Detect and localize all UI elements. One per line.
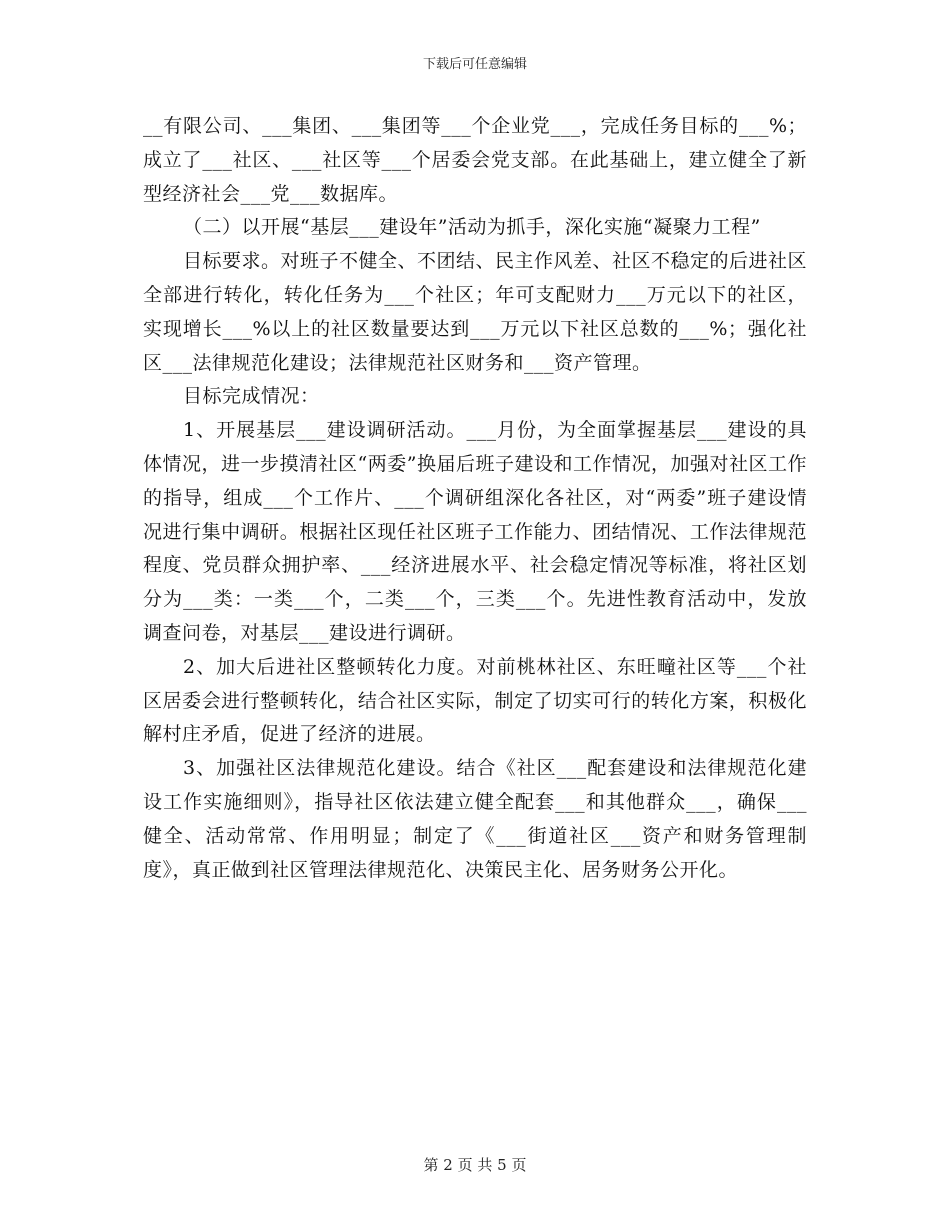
paragraph-item-3: 3、加强社区法律规范化建设。结合《社区___配套建设和法律规范化建设工作实施细则》，指导社区依法建立健全配套___和其他群众___，确保___健全、活动常常、作用明显；制定了《___街道社区___资产和财务管理制度》，真正做到社区管理法律规范化、决策民主化、居务财务公开化。 (143, 757, 807, 881)
page-header: 下载后可任意编辑 (422, 57, 527, 72)
section-heading: （二）以开展“基层___建设年”活动为抓手，深化实施“凝聚力工程” (183, 216, 761, 239)
paragraph-target-requirements: 目标要求。对班子不健全、不团结、民主作风差、社区不稳定的后进社区全部进行转化，转化任务为___个社区；年可支配财力___万元以下的社区，实现增长___%以上的社区数量要达到___万元以下社区总数的___%；强化社区___法律规范化建设；法律规范社区财务和___资产管理。 (143, 250, 808, 374)
paragraph-continuation: __有限公司、___集团、___集团等___个企业党___，完成任务目标的___%；成立了___社区、___社区等___个居委会党支部。在此基础上，建立健全了新型经济社会___党___数据库。 (143, 115, 807, 205)
page-number: 第 2 页 共 5 页 (423, 1156, 527, 1174)
paragraph-completion-heading: 目标完成情况： (183, 385, 320, 408)
paragraph-item-2: 2、加大后进社区整顿转化力度。对前桃林社区、东旺疃社区等___个社区居委会进行整顿转化，结合社区实际，制定了切实可行的转化方案，积极化解村庄矛盾，促进了经济的进展。 (143, 655, 807, 746)
paragraph-item-1: 1、开展基层___建设调研活动。___月份，为全面掌握基层___建设的具体情况，进一步摸清社区“两委”换届后班子建设和工作情况，加强对社区工作的指导，组成___个工作片、___个调研组深化各社区，对“两委”班子建设情况进行集中调研。根据社区现任社区班子工作能力、团结情况、工作法律规范程度、党员群众拥护率、___经济进展水平、社会稳定情况等标准，将社区划分为___类：一类___个，二类___个，三类___个。先进性教育活动中，发放调查问卷，对基层___建设进行调研。 (143, 419, 807, 644)
document-body (143, 110, 807, 887)
